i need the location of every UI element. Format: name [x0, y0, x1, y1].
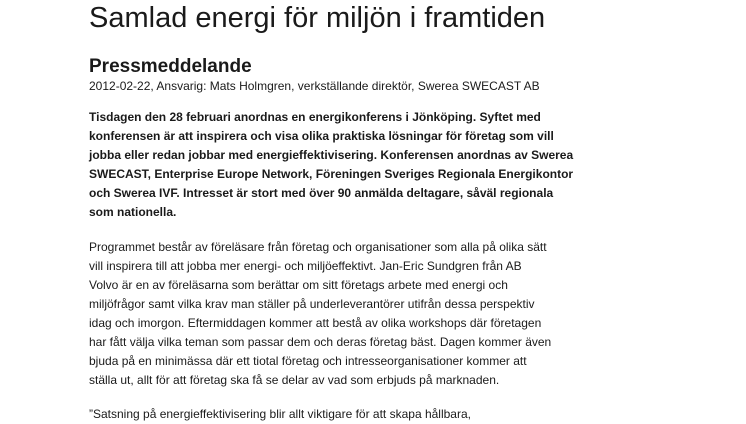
body-line: miljöfrågor samt vilka krav man ställer på underleverantörer utifrån dessa perspektiv [89, 297, 535, 311]
lead-line: Tisdagen den 28 februari anordnas en energikonferens i Jönköping. Syftet med [89, 110, 541, 124]
body-line: idag och imorgon. Eftermiddagen kommer att bestå av olika workshops där företagen [89, 316, 542, 330]
lead-line: och Swerea IVF. Intresset är stort med över 90 anmälda deltagare, såväl regionala [89, 186, 554, 200]
lead-paragraph [89, 108, 629, 222]
body-line: har fått välja vilka teman som passar dem och deras företag bäst. Dagen kommer även [89, 335, 552, 349]
body-line: bjuda på en minimässa där ett tiotal företag och intresseorganisationer kommer att [89, 354, 527, 368]
body-line: Programmet består av föreläsare från företag och organisationer som alla på olika sätt [89, 240, 547, 254]
lead-line: som nationella. [89, 205, 177, 219]
press-release-heading: Pressmeddelande [89, 56, 252, 77]
quote-paragraph [89, 405, 629, 424]
lead-line: SWECAST, Enterprise Europe Network, Föreningen Sveriges Regionala Energikontor [89, 167, 574, 181]
lead-line: jobba eller redan jobbar med energieffektivisering. Konferensen anordnas av Swerea [89, 148, 574, 162]
date-responsible-line: 2012-02-22, Ansvarig: Mats Holmgren, verkställande direktör, Swerea SWECAST AB [89, 79, 540, 93]
lead-line: konferensen är att inspirera och visa olika praktiska lösningar för företag som vill [89, 129, 554, 143]
quote-line: ”Satsning på energieffektivisering blir allt viktigare för att skapa hållbara, [89, 407, 471, 421]
body-line: ställa ut, allt för att företag ska få se delar av vad som erbjuds på marknaden. [89, 373, 500, 387]
body-line: vill inspirera till att jobba mer energi- och miljöeffektivt. Jan-Eric Sundgren från AB [89, 259, 522, 273]
body-paragraph [89, 238, 629, 390]
page-title: Samlad energi för miljön i framtiden [89, 2, 546, 34]
body-line: Volvo är en av föreläsarna som berättar om sitt företags arbete med energi och [89, 278, 508, 292]
